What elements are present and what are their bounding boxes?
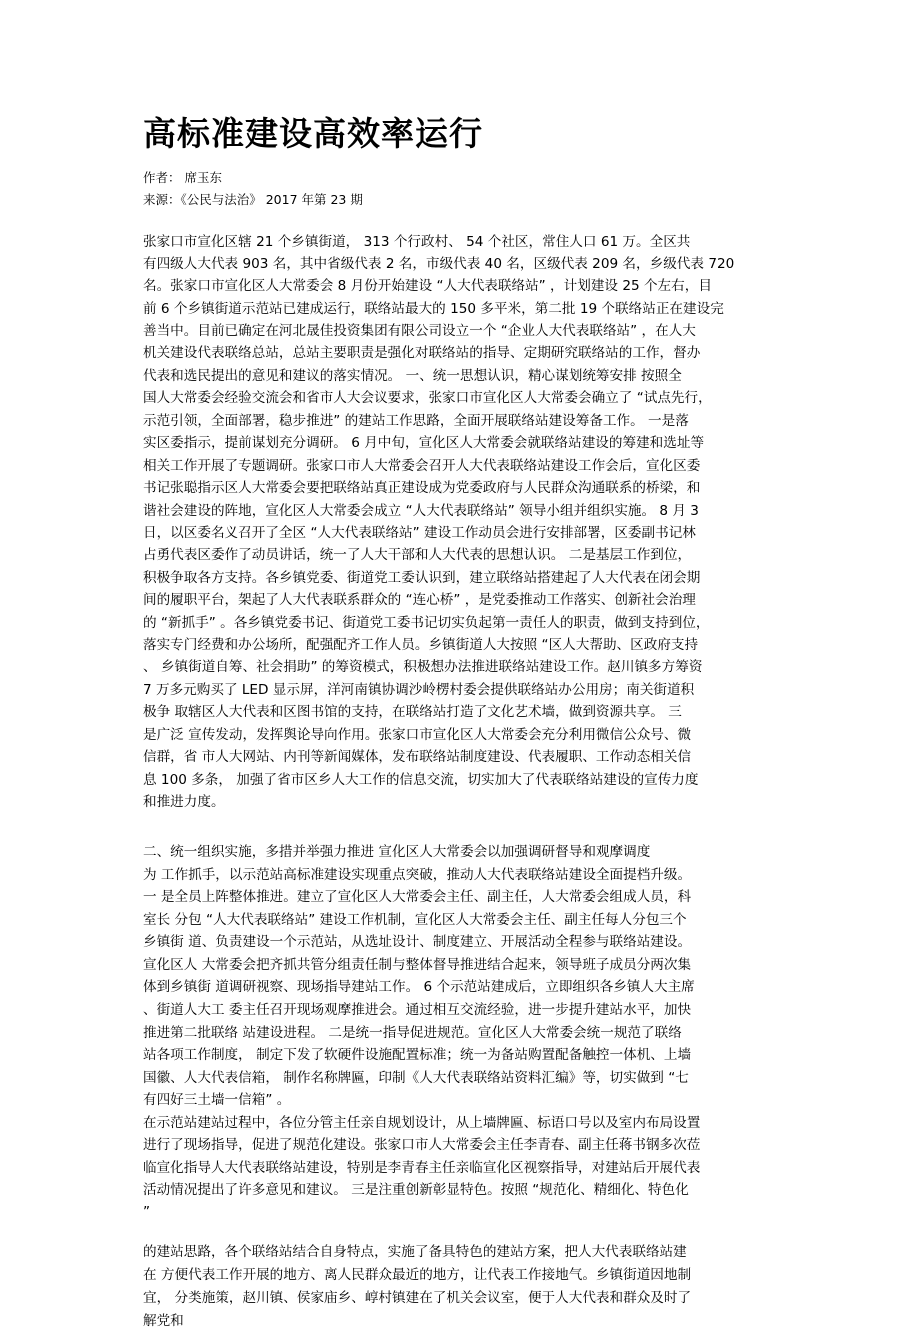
source-line: 来源：《公民与法治》 2017 年第 23 期 <box>143 192 363 207</box>
body-line: 进行了现场指导，促进了规范化建设。张家口市人大常委会主任李青春、副主任蒋书钢多次莅 <box>143 1137 701 1153</box>
body-line: 积极争取各方支持。各乡镇党委、街道党工委认识到，建立联络站搭建起了人大代表在闭会期 <box>143 570 701 586</box>
body-line: 实区委指示，提前谋划充分调研。 6 月中旬，宣化区人大常委会就联络站建设的筹建和选址等 <box>143 435 705 451</box>
body-line: 信群，省 市人大网站、内刊等新闻媒体，发布联络站制度建设、代表履职、工作动态相关信 <box>143 749 692 765</box>
body-line: 一 是全员上阵整体推进。建立了宣化区人大常委会主任、副主任，人大常委会组成人员，科 <box>143 889 692 905</box>
body-line: 占勇代表区委作了动员讲话，统一了人大干部和人大代表的思想认识。 二是基层工作到位， <box>143 547 692 563</box>
body-line: 在 方便代表工作开展的地方、离人民群众最近的地方，让代表工作接地气。乡镇街道因地制 <box>143 1267 692 1283</box>
body-line: 推进第二批联络 站建设进程。 二是统一指导促进规范。宣化区人大常委会统一规范了联络 <box>143 1025 682 1041</box>
body-line: 机关建设代表联络总站，总站主要职责是强化对联络站的指导、定期研究联络站的工作，督办 <box>143 345 701 361</box>
body-line: 间的履职平台，架起了人大代表联系群众的 “连心桥” ，是党委推动工作落实、创新社会治理 <box>143 592 696 608</box>
body-line: 二、统一组织实施，多措并举强力推进 宣化区人大常委会以加强调研督导和观摩调度 <box>143 844 651 860</box>
body-line: 日，以区委名义召开了全区 “人大代表联络站” 建设工作动员会进行安排部署，区委副书记林 <box>143 525 696 541</box>
body-line: 示范引领，全面部署，稳步推进” 的建站工作思路，全面开展联络站建设筹备工作。 一是落 <box>143 413 689 429</box>
body-line: 为 工作抓手，以示范站高标准建设实现重点突破，推动人大代表联络站建设全面提档升级。 <box>143 867 692 883</box>
body-line: 站各项工作制度， 制定下发了软硬件设施配置标准；统一为备站购置配备触控一体机、上墙 <box>143 1047 692 1063</box>
body-line: 名。张家口市宣化区人大常委会 8 月份开始建设 “人大代表联络站” ，计划建设 25 个左右，目 <box>143 278 712 294</box>
page-title: 高标准建设高效率运行 <box>143 114 483 153</box>
body-line: 临宣化指导人大代表联络站建设，特别是李青春主任亲临宣化区视察指导，对建站后开展代表 <box>143 1160 701 1176</box>
body-line: 前 6 个乡镇街道示范站已建成运行，联络站最大的 150 多平米，第二批 19 个联络站正在建设完 <box>143 301 724 317</box>
body-line: 有四级人大代表 903 名，其中省级代表 2 名，市级代表 40 名，区级代表 209 名，乡级代表 720 <box>143 256 735 272</box>
body-line: 7 万多元购买了 LED 显示屏，洋河南镇协调沙岭楞村委会提供联络站办公用房；南关街道积 <box>143 682 695 698</box>
body-line: 代表和选民提出的意见和建议的落实情况。 一、统一思想认识，精心谋划统筹安排 按照全 <box>143 368 682 384</box>
body-line: 宣化区人 大常委会把齐抓共管分组责任制与整体督导推进结合起来，领导班子成员分两次集 <box>143 957 692 973</box>
body-line: 、街道人大工 委主任召开现场观摩推进会。通过相互交流经验，进一步提升建站水平，加快 <box>143 1002 692 1018</box>
body-line: 体到乡镇街 道调研视察、现场指导建站工作。 6 个示范站建成后，立即组织各乡镇人大主席 <box>143 979 695 995</box>
body-line: 、 乡镇街道自筹、社会捐助” 的筹资模式，积极想办法推进联络站建设工作。赵川镇多方筹资 <box>143 659 703 675</box>
body-line: 的建站思路，各个联络站结合自身特点，实施了备具特色的建站方案，把人大代表联络站建 <box>143 1244 687 1260</box>
body-line: 有四好三土墙一信箱” 。 <box>143 1092 291 1108</box>
author-line: 作者： 席玉东 <box>143 170 222 185</box>
body-line: 息 100 多条， 加强了省市区乡人大工作的信息交流，切实加大了代表联络站建设的宣传力度 <box>143 772 699 788</box>
body-line: 善当中。目前已确定在河北晟佳投资集团有限公司设立一个 “企业人大代表联络站” ，在人大 <box>143 323 696 339</box>
body-line: 落实专门经费和办公场所，配强配齐工作人员。乡镇街道人大按照 “区人大帮助、区政府支持 <box>143 637 699 653</box>
body-line: 在示范站建站过程中，各位分管主任亲自规划设计，从上墙牌匾、标语口号以及室内布局设置 <box>143 1115 701 1131</box>
body-line: 谐社会建设的阵地，宣化区人大常委会成立 “人大代表联络站” 领导小组并组织实施。 8 月 3 <box>143 503 699 519</box>
body-line: 的 “新抓手” 。各乡镇党委书记、街道党工委书记切实负起第一责任人的职责，做到支持到位， <box>143 615 710 631</box>
body-line: 书记张聪指示区人大常委会要把联络站真正建设成为党委政府与人民群众沟通联系的桥梁，和 <box>143 480 701 496</box>
body-line: ” <box>143 1204 151 1220</box>
body-line: 国徽、人大代表信箱， 制作名称牌匾，印制《人大代表联络站资料汇编》等，切实做到 “七 <box>143 1070 689 1086</box>
body-line: 和推进力度。 <box>143 794 225 810</box>
body-line: 乡镇街 道、负责建设一个示范站，从选址设计、制度建立、开展活动全程参与联络站建设。 <box>143 934 692 950</box>
body-line: 相关工作开展了专题调研。张家口市人大常委会召开人大代表联络站建设工作会后，宣化区委 <box>143 458 701 474</box>
body-line: 解党和 <box>143 1313 184 1329</box>
body-line: 活动情况提出了许多意见和建议。 三是注重创新彰显特色。按照 “规范化、精细化、特色化 <box>143 1182 689 1198</box>
body-line: 宜， 分类施策，赵川镇、侯家庙乡、崞村镇建在了机关会议室，便于人大代表和群众及时了 <box>143 1290 692 1306</box>
body-line: 张家口市宣化区辖 21 个乡镇街道， 313 个行政村、 54 个社区，常住人口 61 万。全区共 <box>143 234 691 250</box>
body-line: 室长 分包 “人大代表联络站” 建设工作机制，宣化区人大常委会主任、副主任每人分包三个 <box>143 912 687 928</box>
body-line: 极争 取辖区人大代表和区图书馆的支持，在联络站打造了文化艺术墙，做到资源共享。 三 <box>143 704 682 720</box>
body-line: 国人大常委会经验交流会和省市人大会议要求，张家口市宣化区人大常委会确立了 “试点先行， <box>143 390 712 406</box>
body-line: 是广泛 宣传发动，发挥舆论导向作用。张家口市宣化区人大常委会充分利用微信公众号、微 <box>143 727 692 743</box>
